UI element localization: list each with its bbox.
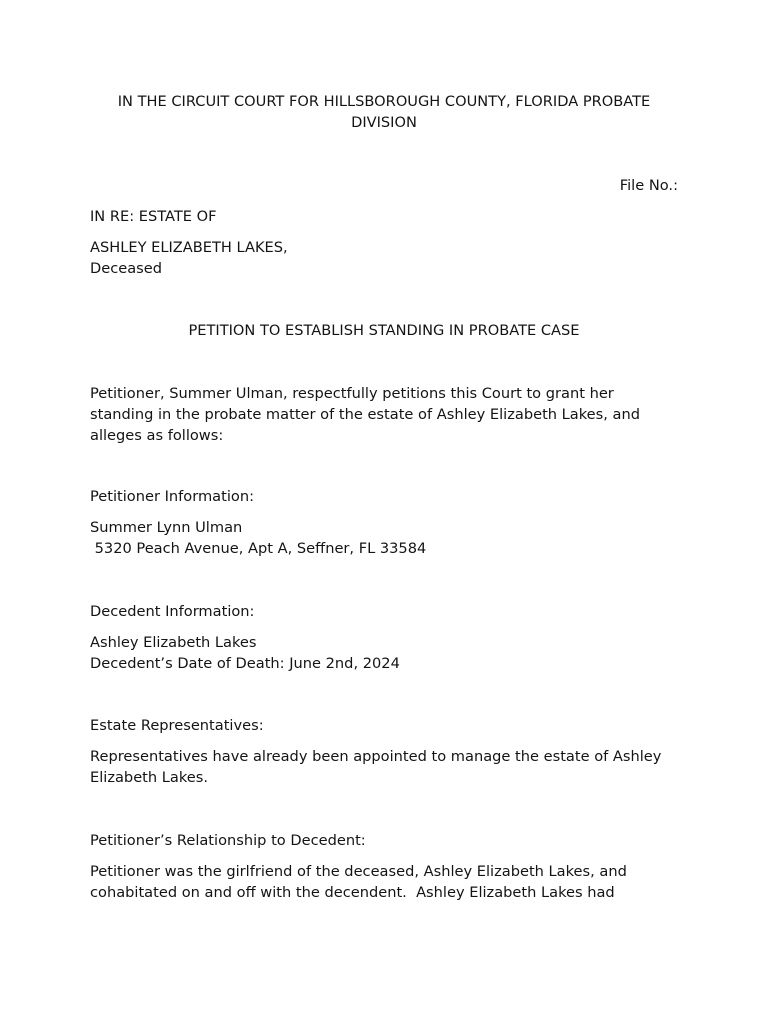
decedent-info-heading: Decedent Information: [90, 603, 255, 620]
intro-paragraph: Petitioner, Summer Ulman, respectfully petitions this Court to grant her standing in the probate matter of the estate of Ashley Elizabeth Lakes, and alleges as follows: [90, 385, 645, 444]
decedent-date-of-death: Decedent’s Date of Death: June 2nd, 2024 [90, 655, 400, 672]
decedent-caption-status: Deceased [90, 260, 163, 277]
document-title: PETITION TO ESTABLISH STANDING IN PROBATE CASE [188, 322, 580, 339]
petitioner-address: 5320 Peach Avenue, Apt A, Seffner, FL 33584 [90, 540, 427, 557]
estate-reps-heading: Estate Representatives: [90, 717, 264, 734]
relationship-body-line2: cohabitated on and off with the decendent. Ashley Elizabeth Lakes had [90, 884, 615, 901]
court-heading: IN THE CIRCUIT COURT FOR HILLSBOROUGH COUNTY, FLORIDA PROBATE DIVISION [117, 93, 655, 131]
petitioner-name: Summer Lynn Ulman [90, 519, 243, 536]
estate-reps-body: Representatives have already been appointed to manage the estate of Ashley Elizabeth Lakes. [90, 748, 667, 786]
in-re-line: IN RE: ESTATE OF [90, 208, 217, 225]
petitioner-info-heading: Petitioner Information: [90, 488, 255, 505]
file-number: File No.: [619, 177, 678, 194]
decedent-name: Ashley Elizabeth Lakes [90, 634, 257, 651]
relationship-heading: Petitioner’s Relationship to Decedent: [90, 832, 366, 849]
relationship-body-line1: Petitioner was the girlfriend of the deceased, Ashley Elizabeth Lakes, and [90, 863, 627, 880]
decedent-caption-name: ASHLEY ELIZABETH LAKES, [90, 239, 288, 256]
